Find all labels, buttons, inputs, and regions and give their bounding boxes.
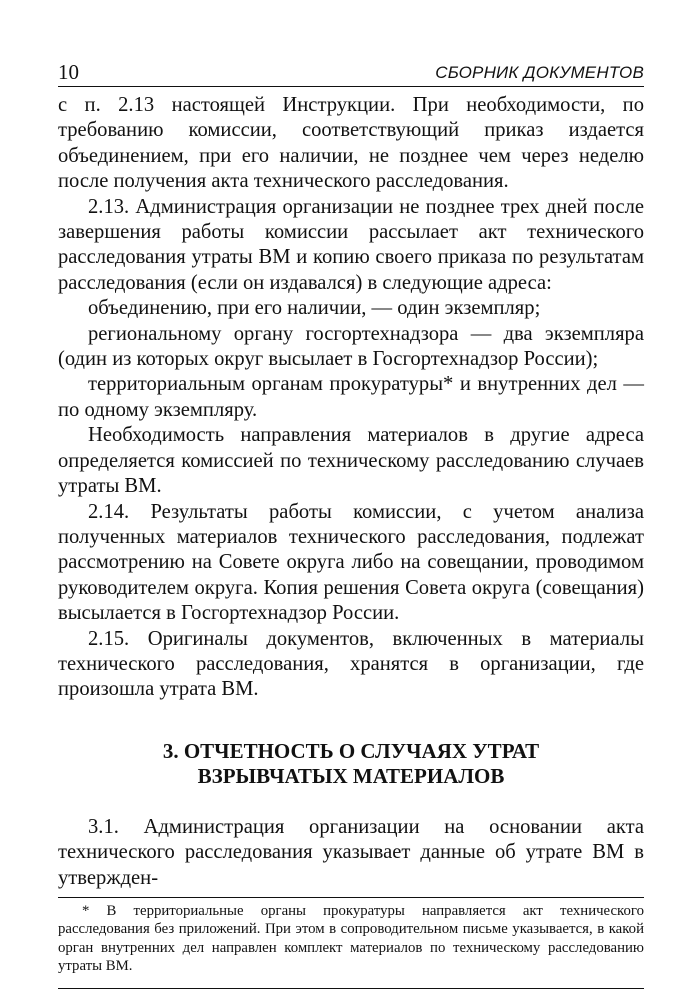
paragraph: территориальным органам прокуратуры* и внутренних дел — по одному экземпляру. bbox=[58, 373, 644, 421]
section-heading bbox=[58, 739, 644, 789]
paragraph: 2.14. Результаты работы комиссии, с учетом анализа полученных материалов технического расследования, подлежат рассмотрению на Совете округа либо на совещании, проводимом руководителем округа. Копия решения Совета округа (совещания) высылается в Госгортехнадзор России. bbox=[58, 500, 644, 625]
paragraph: региональному органу госгортехнадзора — два экземпляра (один из которых округ высылает в Госгортехнадзор России); bbox=[58, 322, 644, 371]
section-heading-line: ВЗРЫВЧАТЫХ МАТЕРИАЛОВ bbox=[197, 763, 505, 788]
paragraph: 2.15. Оригиналы документов, включенных в материалы технического расследования, хранятся в организации, где произошла утрата ВМ. bbox=[58, 627, 644, 701]
document-page bbox=[58, 58, 644, 989]
paragraph: 2.13. Администрация организации не позднее трех дней после завершения работы комиссии рассылает акт технического расследования утраты ВМ и копию своего приказа по результатам расследования (если он издавался) в следующие адреса: bbox=[58, 195, 644, 294]
footnote-divider bbox=[58, 897, 644, 898]
page-bottom-rule bbox=[58, 988, 644, 989]
page-header bbox=[58, 58, 644, 87]
running-title: СБОРНИК ДОКУМЕНТОВ bbox=[435, 63, 644, 82]
paragraph: объединению, при его наличии, — один экземпляр; bbox=[88, 297, 541, 320]
paragraph: с п. 2.13 настоящей Инструкции. При необходимости, по требованию комиссии, соответствующий приказ издается объединением, при его наличии, не позднее чем через неделю после получения акта технического расследования. bbox=[58, 94, 644, 193]
footnote: * В территориальные органы прокуратуры направляется акт технического расследования без приложений. При этом в сопроводительном письме указывается, в какой орган внутренних дел направлен комплект материалов по техническому расследованию утраты ВМ. bbox=[58, 902, 644, 975]
paragraph: 3.1. Администрация организации на основании акта технического расследования указывает данные об утрате ВМ в утвержден- bbox=[58, 815, 644, 889]
body-text bbox=[58, 93, 644, 891]
section-heading-line: 3. ОТЧЕТНОСТЬ О СЛУЧАЯХ УТРАТ bbox=[162, 738, 540, 763]
paragraph: Необходимость направления материалов в другие адреса определяется комиссией по техническому расследованию случаев утраты ВМ. bbox=[58, 424, 644, 498]
page-number: 10 bbox=[58, 60, 79, 84]
